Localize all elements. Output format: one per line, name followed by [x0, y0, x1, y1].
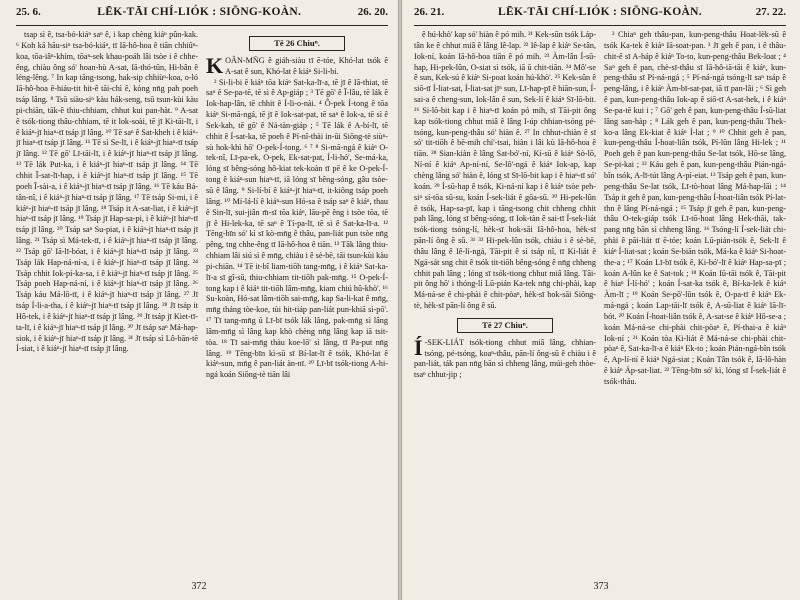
running-header — [414, 6, 786, 22]
text-column-2 — [206, 30, 388, 578]
header-title: LĒK-TĀI CHÍ-LIÓK : SIŌNG-KOÀN. — [498, 6, 702, 18]
running-header — [16, 6, 388, 22]
chapter-heading: Tē 26 Chiuⁿ. — [249, 36, 346, 51]
chapter-opening — [206, 52, 388, 78]
page-number: 372 — [191, 581, 207, 592]
header-rule — [414, 25, 786, 26]
header-verse-left: 26. 21. — [414, 6, 445, 18]
header-verse-left: 25. 6. — [16, 6, 41, 18]
chapter-opening — [414, 334, 596, 381]
drop-cap: K — [206, 52, 224, 78]
chapter-heading: Tē 27 Chiuⁿ. — [457, 318, 554, 333]
header-rule — [16, 25, 388, 26]
verse-block: ê hú-khò' kap só' hiàn ê pó mih. ²¹ Kek-sûn tsók Láp-tân ke ê chhut miâ ê lâng Iê-lap. ²² Iê-lap ê kiáⁿ Se-tân, Iok-ní, koán Iā-hô-hoa tiān ê pó mih. ²³ Àm-lân Í-sū-hap, Hi-pek-lûn, O-siat sì tsók, iā ū chit-tiān. ²⁴ Mô'-se ê sun, Kek-sú ê kiáⁿ Si-poat koán hú-khò'. ²⁵ Kek-sûn ê siō-tī Í-liat-sat, Í-liat-sat jīⁿ sun, Lī-hap-pī ê hiān-sun, Í-sai-a ê cheng-sun, Iok-lân ê sun, Sek-lí ê kiáⁿ Sī-lō-bit. ²⁶ Si-lō-bit kap i ê hiaⁿ-tī koán pó mih, sī Tāi-pit ông kap tsók-tiong chhut miâ ê lâng I-úp chhian-tsóng pé-tsóng, kun-peng-thâu só' hiàn ê. ²⁷ In chhut-chiàn ê sī só' tit-tiōh ê bē-mih chí'-tsai, hiàn i lâi kù Iā-hô-hoa ê tiān. ²⁸ Sian-kiàn ê lâng Sat-bó'-ní, Kí-sū ê kiáⁿ Sò-lō, Ní-ní ê kiáⁿ Ap-ní-ní, Se-lô'-ngá ê kiáⁿ Iok-ap, kap chèng lâng só' hiàn ê, lóng sī Sī-lō-bit kap i ê hiaⁿ-tī só' koán. ²⁹ Í-sū-hap ê tsók, Ki-ná-ní kap i ê kiáⁿ tsòe peh-siⁿ sí-tōa sū-su, koán Í-sek-liát ê gōa-sū. ³⁰ Hi-pek-lûn ê tsók, Hap-sa-pī, kap i tāng-tsong chit chheng chhit pah lâng, lóng sī bêng-sóng, tī Iok-tàn ê sai-tī Í-sek-liát tsók-tiong tsóng-lí, hèk-sī hok-sāi Iā-hô-hoa, hèk-sī pān-lí ông ê sū. ³¹ ³² Hi-pek-lûn tsók, chiàu i ê sè-bē, thâu lâng ê Iê-lí-ngá, Tāi-pit ê sì tsáp nî, tī Ki-liát ê Ngá-sát sng chit ê tsók tit-tiōh bêng-sóng ê nn̄g chheng chhit pah lâng ; lóng sī tsók-tiong chhut miâ lâng. Tāi-pit ông hō' i thóng-lí Lū-pián Ka-tek nn̄g chi-phài, kap Má-ná-se ê chi-phài ê chit-pòaⁿ, hèk-sī hok-sāi Siōng-tè, hèk-sī pān-lí ông ê sū. — [414, 30, 596, 311]
verse-block: ² Si-li-bi ê kiáⁿ tōa kiáⁿ Sat-ka-lī-a, tē jī ê Iā-thiat, tē saⁿ ê Se-pa-tē, tē sì ê Ap-giáp ; ³ Tē gō' ê Ī-lâu, tē lák ê Iok-hap-lân, tē chhit ê Í-li-o-nài. ⁴ Ô-pek Í-tong ê tōa kiáⁿ Si-mā-ngá, tē jī ê Iok-sat-pat, tē saⁿ ê Iok-a, tē sì ê Sek-kah, tē gō' ê Ná-tàn-giáp ; ⁵ Tē lák ê A-bí-lī, tē chhit ê Í-sat-ka, tē poeh ê Pí-nî-thài in-ūi Siōng-tè siùⁿ-sù hok-khì hō' O-pek-Í-tong. ⁶ ⁷ ⁸ Si-mā-ngá ê kiáⁿ O-tek-nî, Lī-pa-ek, O-pek, Ek-sat-pat, Í-li-hó', Se-má-ka, lóng sī bêng-sóng hô-kiat tek-koàn tī pē ê ke O-pek-Í-tong ê kiáⁿ-sun hiaⁿ-tī, iā lóng sī bêng-sóng, gâu tsòe-sū ê lâng. ⁹ Si-lí-bí ê kiáⁿ-jī hiaⁿ-tī, it-kiōng tsáp poeh lâng. ¹⁰ Mí-lá-lí ê kiáⁿ-sun Hó-sa ê tsáp saⁿ ê kiáⁿ, thau ê Sin-lī, sui-jiân m̄-sī tōa kiáⁿ, lāu-pē êng i tsòe tōa, tē jī ê Hi-lek-ka, tē saⁿ ê Tí-pa-lī, tē sì ê Sat-ka-lī-a. ¹² Tēng-bīn só' kì sī kò-mn̄g ê thâu, pan-liát pun tsòe nn̄g pêng, tng chhe-êng tī Iā-hô-hoa ê tiān. ¹³ Tāk lâng thiu-chhiam lâi siú sì ê mn̄g, chiàu i ê sè-bē, tāi tsun-kùi kàu pi-chiān. ¹⁴ Tē it-bî liam-tiōh tang-mn̄g, i ê kiáⁿ Sat-ka-lī-a sī gî-sū, thiu-chhiam tit-tiōh pak-mn̄g. ¹⁵ O-pek-Í-tong kap i ê kiáⁿ tit-tiōh lâm-mn̄g, kiam chiú hû-khò'. ¹⁶ Su-koàn, Hó-sat lâm-tiōh sai-mn̄g, kap Sa-li-kat ê mn̄g, mn̄g tháng tòe-koe, tùi hit-tiáp pan-liát pun-khiā sì-pō'. ¹⁷ Tī tang-mn̄g ū Lī-bī tsók lák lâng, pak-mn̄g sì lâng lâm-mn̄g sì lâng kap khò chèng nn̄g lâng kap iā tsit-tòa. ¹⁸ Tī sai-mn̄g thàu koe-lō' sì lâng, tī Pa-put nn̄g lâng. ¹⁹ Tēng-bīn kì-sū sī Bí-lat-lī ê tsók, Khó-lat ê kiáⁿ-sun, mn̄g ê pan-liát àn-nī. ²⁰ Lī-bī tsók-tiong A-hi-ngá koán Siōng-tè tiān lâi — [206, 77, 388, 380]
opening-text: -SEK-LIÁT tsók-tiong chhut miâ lâng, chhian-tsóng, pé-tsóng, koaⁿ-thâu, pān-lí ông-sū ê chiàu i ê pan-liát, ták pan nn̄g bān sì chheng lâng, múi-geh thòe-tsaⁿ chhut-jip ; — [414, 337, 596, 380]
text-columns — [414, 30, 786, 578]
opening-text: OÂN-MN̄G ê giáh-siàu tī ē-tóe, Khó-lat tsók ê A-sat ê sun, Khó-lat ê kiáⁿ Si-li-bi. — [225, 55, 388, 76]
verse-block: tsap sì ê, tsa-bó-kiáⁿ saⁿ ê, i kap chèng kiáⁿ pûn-kak. ⁶ Koh kā hāu-siⁿ tsa-bó-kiáⁿ, tī Iā-hô-hoa ê tiān chhiûⁿ-koa, tōa-iâⁿ-khím, tōaⁿ-sek khau-poáh lâi tsòe i ê chhe-êng, chiàu ông só' hoan-hù A-sat, Iā-thó-tûn, Hi-bân ê léng-lêng. ⁷ In kap tāng-tsong, hak-sip chhiùⁿ-koa, o-ló Iā-hô-hoa ê-hiáu-tit hit-ê tāi-chì ê, kòng nn̄g pah poeh tsáp lâng. ⁸ Tsū siàu-siⁿ kàu hák-seng, tsū tsun-kùi kàu pi-chiān, tāk-ê thiu-chhiam, chhut kui pan-hàt. ⁹ A-sat ê tsók-tiong thâu-chhiam, tē it lok-soài, tē jī Ki-tāi-lī, i ê kiáⁿ-jī hiaⁿ-tī tsáp jī lâng. ¹⁰ Tē saⁿ ê Sat-kheh i ê kiáⁿ-jī hiaⁿ-tī tsáp jī lâng. ¹¹ Tē sì Se-lī, i ê kiáⁿ-jī hiaⁿ-tī tsáp jī lâng. ¹² Tē gō' Lī-tāi-lī, i ê kiáⁿ-jī hiaⁿ-tī tsáp jī lâng. ¹³ Tē lák Put-ka, i ê kiáⁿ-jī hiaⁿ-tī tsáp jī lâng. ¹⁴ Tē chhit Ī-sat-lī-hap, i ê kiáⁿ-jī hiaⁿ-tī tsáp jī lâng. ¹⁵ Tē poeh Ī-sài-a, i ê kiáⁿ-jī hiaⁿ-tī tsáp jī lâng. ¹⁶ Tē káu Bá-tân-nî, i ê kiáⁿ-jī hiaⁿ-tī tsáp jī lâng. ¹⁷ Tē tsáp Si-mi, i ê kiáⁿ-jī hiaⁿ-tī tsáp jī lâng. ¹⁸ Tsáp it A-sat-liat, i ê kiáⁿ-jī hiaⁿ-tī tsáp jī lâng. ¹⁹ Tsáp jī Hap-sa-pi, i ê kiáⁿ-jī hiaⁿ-tī tsáp jī lâng. ²⁰ Tsáp saⁿ Su-piat, i ê kiáⁿ-jī hiaⁿ-tī tsáp jī lâng. ²¹ Tsáp sì Má-tek-tī, i ê kiáⁿ-jī hiaⁿ-tī tsáp jī lâng. ²² Tsáp gō' Iā-lī-bóat, i ê kiáⁿ-jī hiaⁿ-tī tsáp jī lâng. ²³ Tsáp lák Hap-ná-ní-a, i ê kiáⁿ-jī hiaⁿ-tī tsáp jī lâng. ²⁴ Tsáp chhit Iok-pí-ka-sa, i ê kiáⁿ-jī hiaⁿ-tī tsáp jī lâng. ²⁵ Tsáp poeh Hap-ná-ní, i ê kiáⁿ-jī hiaⁿ-tī tsáp jī lâng. ²⁶ Tsáp káu Má-lō-tī, i ê kiáⁿ-jī hiaⁿ-tī tsáp jī lâng. ²⁷ Jī tsáp Í-li-a-tha, i ê kiáⁿ-jī hiaⁿ-tī tsáp jī lâng. ²⁸ Jī tsáp it Hô-tek, i ê kiáⁿ-jī hiaⁿ-tī tsáp jī lâng. ²⁹ Jī tsáp jī Kiet-tī-ta-lī, i ê kiáⁿ-jī hiaⁿ-tī tsáp jī lâng. ³⁰ Jī tsáp saⁿ Má-hap-siok, i ê kiáⁿ-jī hiaⁿ-tī tsáp jī lâng. ³¹ Jī tsáp sì Lô-bān-tē Í-siat, i ê kiáⁿ-jī hiaⁿ-tī tsáp jī lâng. — [16, 30, 198, 354]
text-column-2 — [604, 30, 786, 578]
text-column-1 — [414, 30, 596, 578]
header-title: LĒK-TĀI CHÍ-LIÓK : SIŌNG-KOÀN. — [97, 6, 302, 18]
text-columns — [16, 30, 388, 578]
drop-cap: Í — [414, 334, 423, 360]
header-verse-right: 26. 20. — [357, 6, 388, 18]
text-column-1 — [16, 30, 198, 578]
verse-block: ² Chiaⁿ geh thâu-pan, kun-peng-thâu Hoat-lèk-sū ê tsók Ka-tek ê kiáⁿ Iā-soat-pan. ³ Jī geh ê pan, i ê thâu-chit-ê sī A-háp ê kiáⁿ To-to, kun-peng-thâu Bek-loat ; ⁴ Saⁿ geh ê pan, chè-sī-thâu sī Iā-hô-iā-tāi ê kiáⁿ, kun-peng-thâu sī Pí-ná-ngá ; ⁵ Pí-ná-ngá tsóng-lī saⁿ tsáp ê peng-lâng, i ê kiáⁿ Àm-bī-sat-pat, iā tī pan-lâi ; ⁶ Sì geh ê pan, kun-peng-thâu Iok-ap ê siō-tī A-sat-hek, i ê kiáⁿ Se-pa-tē kui i ; ⁷ Gō' geh ê pan, kun-peng-thâu Í-sū-liat lâng san-hàp ; ⁸ Lák geh ê pan, kun-peng-thâu Thek-ko-a lâng Ek-kiat ê kiáⁿ Í-lat ; ⁹ ¹⁰ Chhit geh ê pan, kun-peng-thâu Í-hoat-liân tsók, Pí-lûn lâng Hi-lek ; ¹¹ Poeh geh ê pan kun-peng-thâu Se-lat tsók, Hō-se lâng, Se-pi-kai ; ¹² Káu geh ê pan, kun-peng-thâu Pián-ngá-bîn tsók, A-lī-tút lâng A-pí-eiat. ¹³ Tsáp geh ê pan, kun-peng-thâu Se-lat tsók, Lī-tò-hoat lâng Má-hap-lāi ; ¹⁴ Tsáp it geh ê pan, kun-peng-thâu Í-hoat-liân tsók Pí-lat-thn ê lâng Pí-ná-ngá ; ¹⁵ Tsáp jī geh ê pan, kun-peng-thâu O-tek-giáp tsók Lī-tō-hoat lâng Hek-thāi, tak-pang nn̄g bān sì chheng lâng. ¹⁶ Tsóng-lí Í-sek-liát chi-phài ê pāi-liát tī ē-tóe; koán Lū-pián-tsók ê, Sek-lī ê kiáⁿ Í-liat-sat ; koán Se-biān tsók, Má-ka ê kiáⁿ Si-hoat-the-a ; ¹⁷ Koán Lī-bī tsók ê, Ki-bó'-lī ê kiáⁿ Hap-sa-pī ; koán A-lûn ke ê Sat-tok ; ¹⁸ Koán Iū-tāi tsók ê, Tāi-pit ê hiaⁿ Í-lí-hó' ; koán Í-sat-ka tsók ê, Bí-ka-lek ê kiáⁿ Àm-lī ; ¹⁹ Koán Se-pō'-lûn tsók ê, O-pa-tī ê kiáⁿ Ek-má-ngá ; koán Lap-tāi-lī tsók ê, A-sū-liat ê kiáⁿ Iā-lī-bót. ²⁰ Koán Í-hoat-liân tsók ê, A-sat-se ê kiáⁿ Hô-se-a ; koán Má-ná-se chi-phài chit-pòaⁿ ê, Pí-thai-a ê kiáⁿ Iok-ní ; ²¹ Koán tòa Ki-liát ê Má-ná-se chi-phài chit-pòaⁿ ê, Sat-ka-lī-a ê kiáⁿ Ek-to ; koán Pián-ngá-bîn tsók ê, Ap-lí-ní ê kiáⁿ Ngá-siat ; Koán Tân tsók ê, Iā-lô-hàn ê kiáⁿ Áp-sat-liat. ²² Tēng-bīn só' kì, lóng sī Í-sek-liát ê tsók-tháu. — [604, 30, 786, 386]
page-number: 373 — [593, 581, 609, 592]
right-page — [402, 0, 800, 600]
left-page — [0, 0, 398, 600]
header-verse-right: 27. 22. — [755, 6, 786, 18]
